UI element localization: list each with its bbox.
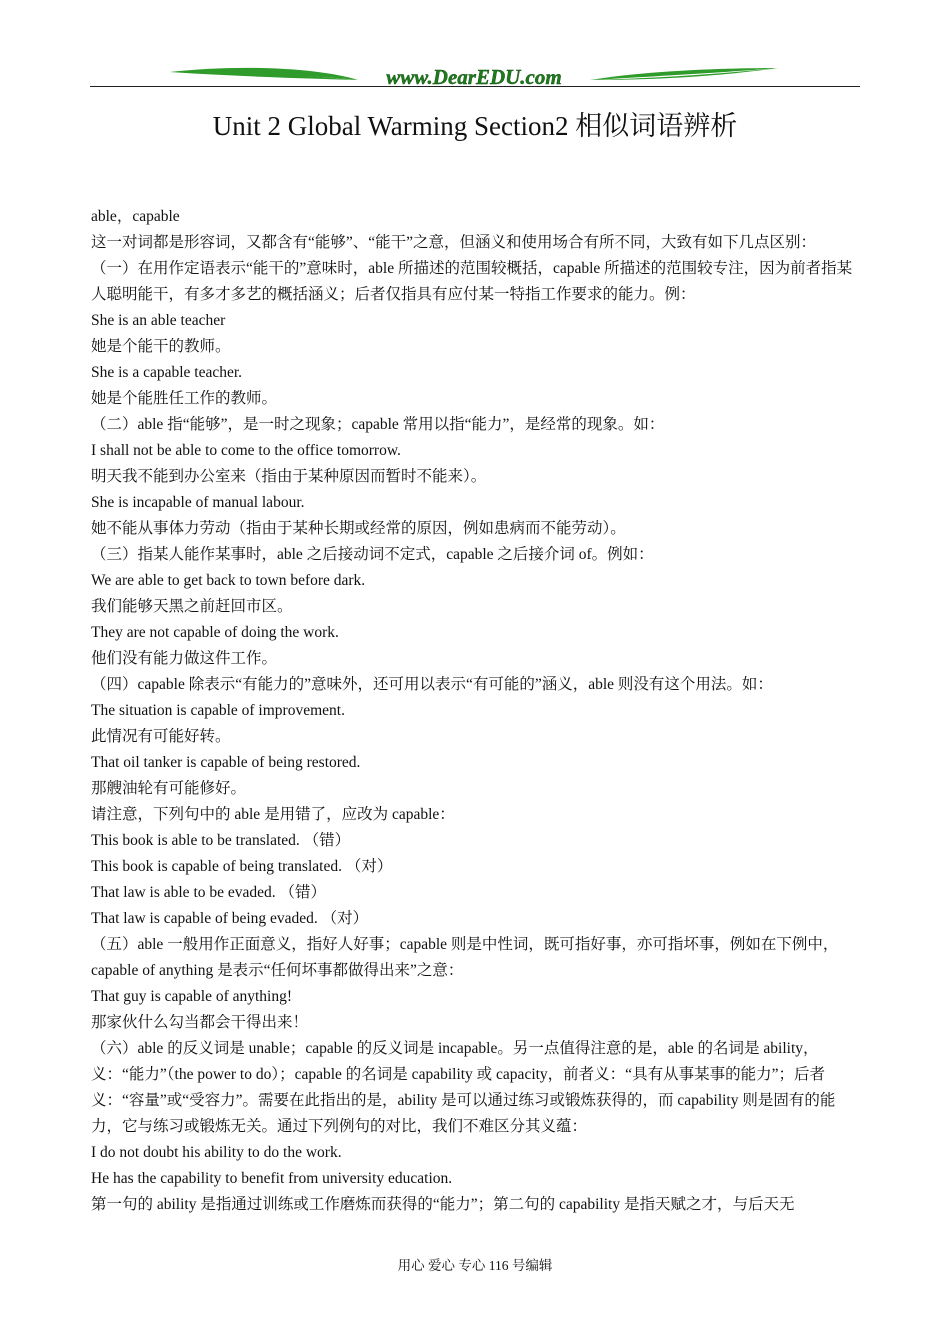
text-line: （四）capable 除表示“有能力的”意味外，还可用以表示“有可能的”涵义，able 则没有这个用法。如：	[91, 676, 773, 693]
text-line: （三）指某人能作某事时，able 之后接动词不定式，capable 之后接介词 of。例如：	[91, 546, 654, 563]
text-line: 她是个能干的教师。	[91, 338, 231, 355]
text-line: I do not doubt his ability to do the work.	[91, 1144, 342, 1161]
text-line: She is an able teacher	[91, 312, 226, 329]
site-name: www.DearEDU.com	[386, 65, 562, 89]
text-line: The situation is capable of improvement.	[91, 702, 345, 719]
text-line: 请注意，下列句中的 able 是用错了，应改为 capable：	[91, 806, 455, 823]
text-line: 那家伙什么勾当都会干得出来！	[91, 1014, 309, 1031]
text-line: She is incapable of manual labour.	[91, 494, 305, 511]
text-line: 第一句的 ability 是指通过训练或工作磨炼而获得的“能力”；第二句的 capability 是指天赋之才，与后天无	[91, 1196, 795, 1213]
text-line: （一）在用作定语表示“能干的”意味时，able 所描述的范围较概括，capable 所描述的范围较专注，因为前者指某人聪明能干，有多才多艺的概括涵义；后者仅指具有应付某一特指工作要求的能力。例：	[91, 260, 853, 303]
header-rule	[90, 86, 860, 87]
text-line: 她是个能胜任工作的教师。	[91, 390, 278, 407]
text-line: That law is able to be evaded. （错）	[91, 884, 327, 901]
text-line: I shall not be able to come to the office tomorrow.	[91, 442, 401, 459]
text-line: 她不能从事体力劳动（指由于某种长期或经常的原因，例如患病而不能劳动）。	[91, 520, 626, 537]
text-line: That law is capable of being evaded. （对）	[91, 910, 369, 927]
text-line: （五）able 一般用作正面意义，指好人好事；capable 则是中性词，既可指好事，亦可指坏事，例如在下例中，capable of anything 是表示“任何坏事都做得出来”之意：	[91, 936, 839, 979]
text-line: That guy is capable of anything!	[91, 988, 293, 1005]
text-line: able，capable	[91, 208, 180, 225]
text-line: 明天我不能到办公室来（指由于某种原因而暂时不能来）。	[91, 468, 487, 485]
text-line: 这一对词都是形容词，又都含有“能够”、“能干”之意，但涵义和使用场合有所不同，大致有如下几点区别：	[91, 234, 817, 251]
text-line: （二）able 指“能够”，是一时之现象；capable 常用以指“能力”，是经常的现象。如：	[91, 416, 665, 433]
text-line: 他们没有能力做这件工作。	[91, 650, 278, 667]
text-line: He has the capability to benefit from university education.	[91, 1170, 453, 1187]
text-line: That oil tanker is capable of being restored.	[91, 754, 361, 771]
text-line: We are able to get back to town before dark.	[91, 572, 366, 589]
text-line: 我们能够天黑之前赶回市区。	[91, 598, 293, 615]
text-line: 那艘油轮有可能修好。	[91, 780, 247, 797]
page-title: Unit 2 Global Warming Section2 相似词语辨析	[212, 111, 738, 141]
text-line: This book is able to be translated. （错）	[91, 832, 351, 849]
text-line: She is a capable teacher.	[91, 364, 243, 381]
text-line: They are not capable of doing the work.	[91, 624, 339, 641]
right-swoosh	[590, 68, 778, 80]
document-body	[91, 204, 861, 1218]
text-line: （六）able 的反义词是 unable；capable 的反义词是 incapable。另一点值得注意的是，able 的名词是 ability，义：“能力”（the power to do）；capable 的名词是 capability 或 capacity，前者义：“具有从事某事的能力”；后者义：“容量”或“受容力”。需要在此指出的是，ability 是可以通过练习或锻炼获得的，而 capability 则是固有的能力，它与练习或锻炼无关。通过下列例句的对比，我们不难区分其义蕴：	[91, 1040, 836, 1135]
text-line: This book is capable of being translated. （对）	[91, 858, 393, 875]
page-footer: 用心 爱心 专心 116 号编辑	[397, 1258, 553, 1273]
text-line: 此情况有可能好转。	[91, 728, 231, 745]
